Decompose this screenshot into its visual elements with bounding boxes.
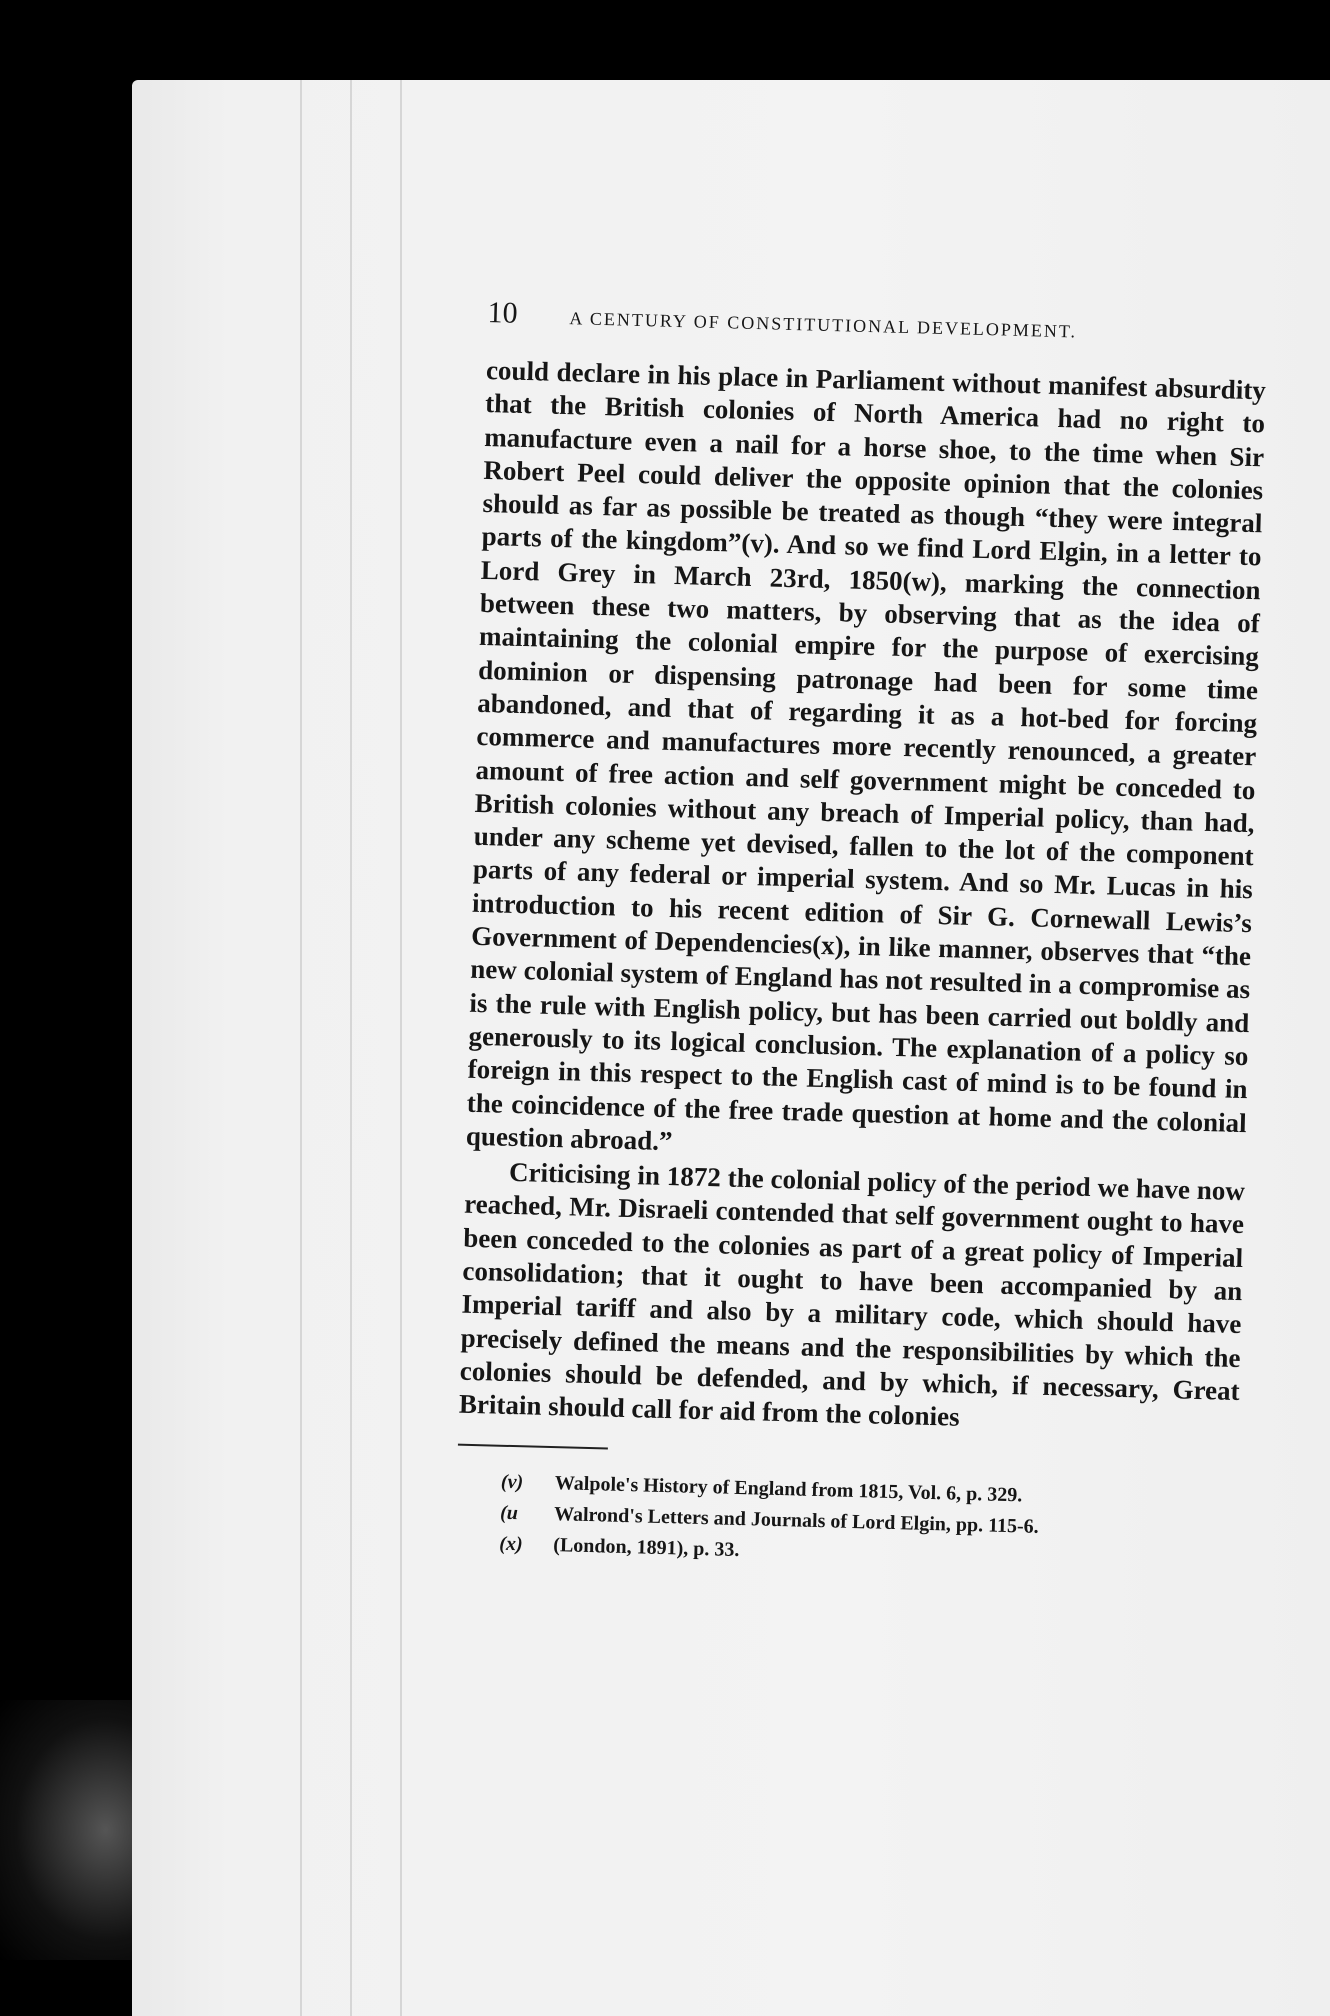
page-edge xyxy=(350,80,352,2016)
footnote-mark: (u xyxy=(499,1501,519,1524)
footnote-mark: (v) xyxy=(500,1470,524,1493)
scan-shadow xyxy=(0,1700,132,1960)
page-edge xyxy=(400,80,402,2016)
text-block xyxy=(455,296,1268,1578)
footnote-text: Walpole's History of England from 1815, Vol. 6, p. 329. xyxy=(554,1471,1023,1506)
footnote-text: Walrond's Letters and Journals of Lord Elgin, pp. 115-6. xyxy=(553,1502,1039,1538)
paragraph: Criticising in 1872 the colonial policy of the period we have now reached, Mr. Disraeli contended that self government ought to have been conceded to the colonies as part of a great policy of Imperial consolidation; that it ought to have been accompanied by an Imperial tariff and also by a military code, which should have precisely defined the means and the responsibilities by which the colonies should be defended, and by which, if necessary, Great Britain should call for aid from the colonies xyxy=(458,1156,1246,1432)
footnote-text: (London, 1891), p. 33. xyxy=(553,1533,740,1561)
running-head-title: A CENTURY OF CONSTITUTIONAL DEVELOPMENT. xyxy=(569,308,1078,342)
footnote-mark: (x) xyxy=(499,1532,523,1555)
paragraph: could declare in his place in Parliament without manifest absurdity that the British colonies of North America had no right to manufacture even a nail for a horse shoe, to the time when Sir Robert Peel could deliver the opposite opinion that the colonies should as far as possible be treated as though “they were integral parts of the kingdom”(v). And so we find Lord Elgin, in a letter to Lord Grey in March 23rd, 1850(w), marking the connection between these two matters, by observing that as the idea of maintaining the colonial empire for the purpose of exercising dominion or dispensing patronage had been for some time abandoned, and that of regarding it as a hot-bed for forcing commerce and manufactures more recently renounced, a greater amount of free action and self government might be conceded to British colonies without any breach of Imperial policy, than had, under any scheme yet devised, fallen to the lot of the component parts of any federal or imperial system. And so Mr. Lucas in his introduction to his recent edition of Sir G. Cornewall Lewis’s Government of Dependencies(x), in like manner, observes that “the new colonial system of England has not resulted in a compromise as is the rule with English policy, but has been carried out boldly and generously to its logical conclusion. The explanation of a policy so foreign in this respect to the English cast of mind is to be found in the coincidence of the free trade question at home and the colonial question abroad.” xyxy=(465,354,1267,1156)
footnote-rule xyxy=(458,1443,608,1449)
page-edge xyxy=(300,80,302,2016)
body-text xyxy=(459,354,1267,1442)
page-number: 10 xyxy=(487,296,518,330)
